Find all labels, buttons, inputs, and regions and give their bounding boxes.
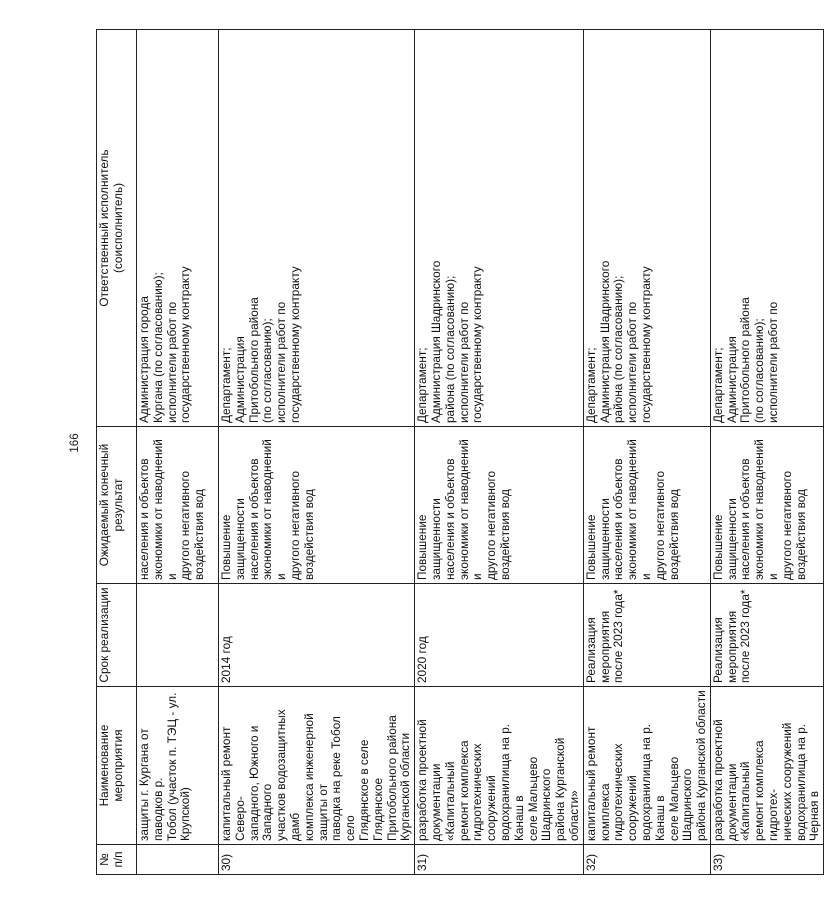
row-result: населения и объектов экономики от наводнений и другого негативного воздействия вод <box>137 427 219 584</box>
page-number: 166 <box>69 433 81 453</box>
table-row <box>710 30 823 875</box>
row-executor: Департамент; Администрация Шадринского района (по согласованию); исполнители работ по государственному контракту <box>583 30 710 427</box>
table-row <box>583 30 710 875</box>
header-result: Ожидаемый конечный результат <box>97 427 137 584</box>
row-term: 2014 год <box>219 584 415 687</box>
row-num <box>137 845 219 875</box>
row-term: Реализация мероприятия после 2023 года* <box>710 584 823 687</box>
row-executor: Администрация города Кургана (по согласованию); исполнители работ по государственному контракту <box>137 30 219 427</box>
table-header-row <box>97 30 137 875</box>
row-executor: Департамент; Администрация Притобольного района (по согласованию); исполнители работ по <box>710 30 823 427</box>
rotated-table-frame <box>96 30 822 875</box>
header-num: № п/п <box>97 845 137 875</box>
row-num: 33) <box>710 845 823 875</box>
header-name: Наименование мероприятия <box>97 687 137 845</box>
row-result: Повышение защищенности населения и объектов экономики от наводнений и другого негативного воздействия вод <box>710 427 823 584</box>
row-executor: Департамент; Администрация Шадринского района (по согласованию); исполнители работ по государственному контракту <box>415 30 584 427</box>
row-term: 2020 год <box>415 584 584 687</box>
header-executor: Ответственный исполнитель (соисполнитель) <box>97 30 137 427</box>
row-name: разработка проектной документации «Капитальный ремонт комплекса гидротех- нических сооружений водохранилища на р. Черная в <box>710 687 823 845</box>
row-result: Повышение защищенности населения и объектов экономики от наводнений и другого негативного воздействия вод <box>583 427 710 584</box>
table-row <box>415 30 584 875</box>
row-name: разработка проектной документации «Капитальный ремонт комплекса гидротехнических сооружений водохранилища на р. Канаш в селе Мальцево Шадринского района Курганской области» <box>415 687 584 845</box>
row-num: 31) <box>415 845 584 875</box>
row-result: Повышение защищенности населения и объектов экономики от наводнений и другого негативного воздействия вод <box>219 427 415 584</box>
row-executor: Департамент; Администрация Притобольного района (по согласованию); исполнители работ по государственному контракту <box>219 30 415 427</box>
row-term <box>137 584 219 687</box>
rotated-table-content <box>96 30 822 875</box>
header-term: Срок реализации <box>97 584 137 687</box>
measures-table <box>96 29 824 875</box>
row-name: капитальный ремонт Северо- западного, Южного и Западного участков водозащитных дамб комплекса инженерной защиты от паводка на реке Тобол село Глядянское в селе Глядянское Притобольного района Курганской области <box>219 687 415 845</box>
table-row <box>137 30 219 875</box>
row-num: 30) <box>219 845 415 875</box>
table-row <box>219 30 415 875</box>
row-num: 32) <box>583 845 710 875</box>
row-term: Реализация мероприятия после 2023 года* <box>583 584 710 687</box>
row-name: защиты г. Кургана от паводков р. Тобол (участок п. ТЭЦ - ул. Крупской) <box>137 687 219 845</box>
row-name: капитальный ремонт комплекса гидротехнических сооружений водохранилища на р. Канаш в селе Мальцево Шадринского района Курганской области <box>583 687 710 845</box>
row-result: Повышение защищенности населения и объектов экономики от наводнений и другого негативного воздействия вод <box>415 427 584 584</box>
